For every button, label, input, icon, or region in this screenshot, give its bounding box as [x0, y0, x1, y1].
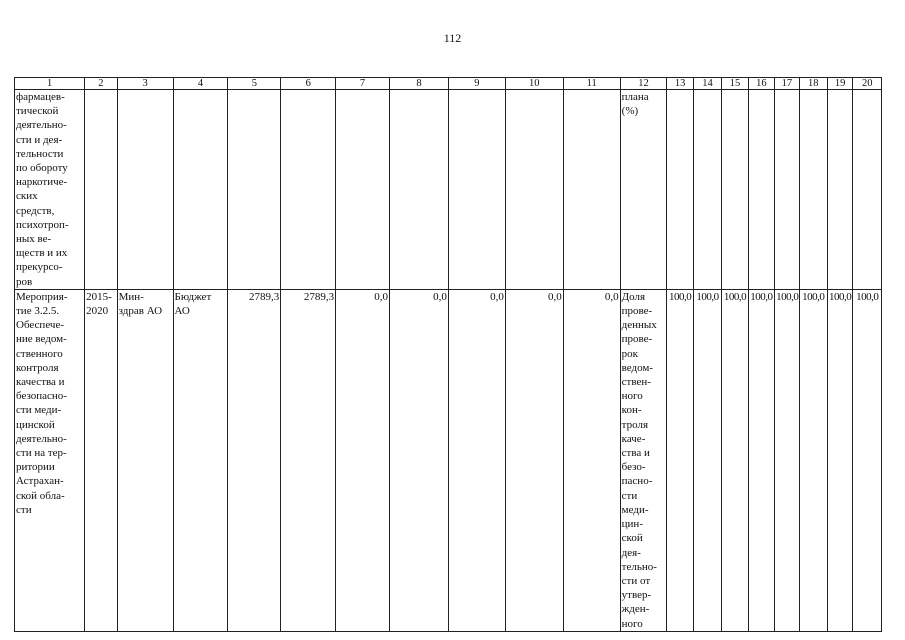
header-cell: 14	[693, 78, 721, 90]
empty-cell	[281, 90, 336, 290]
header-cell: 11	[563, 78, 620, 90]
empty-cell	[563, 90, 620, 290]
header-cell: 16	[748, 78, 774, 90]
budget-table	[14, 77, 882, 632]
empty-cell	[827, 90, 852, 290]
amount-cell: 0,0	[563, 289, 620, 631]
empty-cell	[505, 90, 563, 290]
indicator-value-cell: 100,0	[827, 289, 852, 631]
indicator-cell: плана (%)	[620, 90, 667, 290]
header-cell: 9	[448, 78, 505, 90]
amount-cell: 2789,3	[228, 289, 281, 631]
indicator-value-cell: 100,0	[693, 289, 721, 631]
header-cell: 3	[117, 78, 173, 90]
header-cell: 8	[389, 78, 448, 90]
activity-name-cell: Мероприя- тие 3.2.5. Обеспече- ние ведом- ственного контроля качества и безопасно- сти меди- цинской деятельно- сти на тер- ритории Астрахан- ской обла- сти	[15, 289, 85, 631]
empty-cell	[722, 90, 748, 290]
indicator-value-cell: 100,0	[799, 289, 827, 631]
header-cell: 12	[620, 78, 667, 90]
header-cell: 5	[228, 78, 281, 90]
funding-source-cell: Бюджет АО	[173, 289, 228, 631]
header-cell: 15	[722, 78, 748, 90]
empty-cell	[799, 90, 827, 290]
empty-cell	[667, 90, 693, 290]
header-cell: 2	[85, 78, 118, 90]
empty-cell	[85, 90, 118, 290]
indicator-value-cell: 100,0	[667, 289, 693, 631]
header-cell: 13	[667, 78, 693, 90]
empty-cell	[336, 90, 390, 290]
header-cell: 18	[799, 78, 827, 90]
header-cell: 17	[775, 78, 799, 90]
header-cell: 1	[15, 78, 85, 90]
indicator-cell: Доля прове- денных прове- рок ведом- ствен- ного кон- троля каче- ства и безо- пасно- сти меди- цин- ской дея- тельно- сти от утвер- жден- ного	[620, 289, 667, 631]
empty-cell	[173, 90, 228, 290]
amount-cell: 0,0	[336, 289, 390, 631]
empty-cell	[775, 90, 799, 290]
empty-cell	[448, 90, 505, 290]
activity-name-cell: фармацев- тической деятельно- сти и дея- тельности по обороту наркотиче- ских средств, психотроп- ных ве- ществ и их прекурсо- ров	[15, 90, 85, 290]
indicator-value-cell: 100,0	[775, 289, 799, 631]
page-number: 112	[443, 31, 462, 45]
empty-cell	[117, 90, 173, 290]
empty-cell	[693, 90, 721, 290]
empty-cell	[748, 90, 774, 290]
amount-cell: 0,0	[505, 289, 563, 631]
header-cell: 7	[336, 78, 390, 90]
executor-cell: Мин- здрав АО	[117, 289, 173, 631]
header-row	[15, 78, 882, 90]
table-row	[15, 90, 882, 290]
empty-cell	[228, 90, 281, 290]
header-cell: 19	[827, 78, 852, 90]
amount-cell: 2789,3	[281, 289, 336, 631]
header-cell: 20	[853, 78, 882, 90]
indicator-value-cell: 100,0	[748, 289, 774, 631]
amount-cell: 0,0	[448, 289, 505, 631]
indicator-value-cell: 100,0	[722, 289, 748, 631]
period-cell: 2015- 2020	[85, 289, 118, 631]
header-cell: 10	[505, 78, 563, 90]
header-cell: 6	[281, 78, 336, 90]
empty-cell	[389, 90, 448, 290]
indicator-value-cell: 100,0	[853, 289, 882, 631]
amount-cell: 0,0	[389, 289, 448, 631]
header-cell: 4	[173, 78, 228, 90]
empty-cell	[853, 90, 882, 290]
table-row	[15, 289, 882, 631]
